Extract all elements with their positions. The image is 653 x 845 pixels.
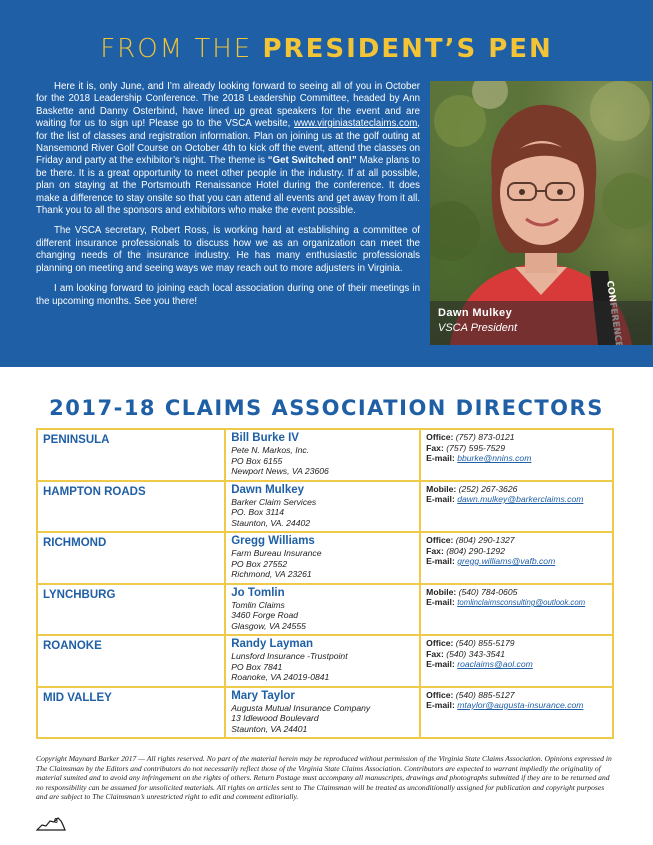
letter-text: , for the list of classes and registration information. Plan on joining us at the golf outing at Nansemond River Golf Course on October 4th to kick off the event, attend the classes on Friday and party at the exhibitor’s night. The theme is bbox=[36, 118, 420, 167]
phone-line bbox=[426, 690, 607, 701]
virginia-state-icon bbox=[36, 815, 66, 833]
email-label: E-mail: bbox=[426, 597, 455, 607]
email-link[interactable]: dawn.mulkey@barkerclaims.com bbox=[457, 494, 584, 504]
contact-label: Fax: bbox=[426, 442, 444, 453]
director-name: Bill Burke IV bbox=[231, 432, 299, 444]
email-line bbox=[426, 453, 607, 464]
page-title bbox=[0, 34, 653, 64]
letter-paragraph-2: The VSCA secretary, Robert Ross, is working hard at establishing a committee of different insurance professionals to discuss how we as an organization can meet the changing needs of the insurance industry. He has many enthusiastic professionals planning on meeting and seeing ways we may reach out to more adjusters in Virginia. bbox=[36, 225, 420, 274]
address-line: PO. Box 3114 bbox=[231, 507, 285, 517]
email-link[interactable]: bburke@nnins.com bbox=[457, 453, 532, 463]
phone-line bbox=[426, 443, 607, 454]
address-line: Farm Bureau Insurance bbox=[231, 548, 322, 558]
email-label: E-mail: bbox=[426, 556, 455, 566]
phone-line bbox=[426, 546, 607, 557]
photo-caption bbox=[430, 301, 652, 345]
director-row bbox=[37, 687, 613, 739]
director-info bbox=[225, 532, 420, 584]
email-line bbox=[426, 700, 607, 711]
phone-line bbox=[426, 587, 607, 598]
director-row bbox=[37, 532, 613, 584]
director-name: Gregg Williams bbox=[231, 535, 315, 547]
directors-table bbox=[36, 428, 614, 739]
director-name: Dawn Mulkey bbox=[231, 483, 305, 496]
email-label: E-mail: bbox=[426, 453, 455, 463]
directors-title-year: 2017-18 bbox=[49, 396, 165, 420]
phone-line bbox=[426, 432, 607, 443]
region-name: ROANOKE bbox=[37, 635, 225, 687]
copyright-notice: Copyright Maynard Barker 2017 — All rights reserved. No part of the material herein may be reproduced without permission of the Virginia State Claims Association. Opinions expressed in The Claimsman by the Editors and contributors do not necessarily reflect those of the Virginia State Claims Association. Contributors are expected to warrant impliedly the originality of material sumited and to avoid any infringement on the rights of others. Return Postage must accompany all manuscripts, drawings and photographs submitted if they are to be returned and no responsibility can be assumed for unsolicited materials. All rights on articles sent to The Claimsman will be treated as unconditionally assigned for publication and copyright purposes and are subject to The Claimsman’s unrestricted right to edit and comment editorially. bbox=[36, 754, 612, 802]
phone-line bbox=[426, 638, 607, 649]
address-line: Richmond, VA 23261 bbox=[231, 569, 312, 579]
contact-info bbox=[420, 532, 613, 584]
contact-label: Fax: bbox=[426, 648, 444, 659]
phone-number: (804) 290-1327 bbox=[455, 535, 515, 545]
director-row bbox=[37, 429, 613, 481]
contact-info bbox=[420, 481, 613, 533]
director-info bbox=[225, 584, 420, 636]
contact-info bbox=[420, 687, 613, 739]
directors-title bbox=[0, 396, 653, 420]
title-bold-part: PRESIDENT’S PEN bbox=[262, 34, 553, 64]
director-info bbox=[225, 481, 420, 533]
director-info bbox=[225, 429, 420, 481]
page-number: 6 bbox=[54, 818, 58, 825]
email-link[interactable]: roaclaims@aol.com bbox=[457, 659, 533, 669]
title-light-part: FROM THE bbox=[100, 34, 263, 64]
phone-number: (540) 784-0605 bbox=[458, 586, 518, 597]
address-line: Pete N. Markos, Inc. bbox=[231, 445, 310, 455]
email-line bbox=[426, 659, 607, 670]
president-role: VSCA President bbox=[438, 322, 518, 334]
region-name: LYNCHBURG bbox=[37, 584, 225, 636]
director-row bbox=[37, 481, 613, 533]
address-line: PO Box 7841 bbox=[231, 661, 283, 672]
address-line: Augusta Mutual Insurance Company bbox=[231, 702, 371, 713]
contact-label: Office: bbox=[426, 689, 454, 700]
address-line: Roanoke, VA 24019-0841 bbox=[231, 672, 330, 682]
contact-label: Office: bbox=[426, 535, 454, 545]
contact-info bbox=[420, 635, 613, 687]
phone-number: (252) 267-3626 bbox=[458, 483, 518, 494]
email-label: E-mail: bbox=[426, 659, 455, 669]
phone-number: (540) 885-5127 bbox=[455, 689, 515, 700]
directors-title-bold: CLAIMS ASSOCIATION DIRECTORS bbox=[164, 396, 604, 420]
address-line: Tomlin Claims bbox=[231, 599, 285, 610]
address-line: Barker Claim Services bbox=[231, 496, 317, 507]
letter-paragraph-1 bbox=[36, 81, 420, 217]
phone-number: (757) 873-0121 bbox=[455, 432, 515, 442]
director-name: Mary Taylor bbox=[231, 689, 295, 702]
region-name: PENINSULA bbox=[37, 429, 225, 481]
contact-label: Fax: bbox=[426, 545, 444, 556]
director-info bbox=[225, 687, 420, 739]
director-row bbox=[37, 584, 613, 636]
phone-line bbox=[426, 535, 607, 546]
letter-paragraph-3: I am looking forward to joining each local association during one of their meetings in the upcoming months. See you there! bbox=[36, 283, 420, 307]
email-label: E-mail: bbox=[426, 700, 455, 710]
address-line: PO Box 6155 bbox=[231, 455, 283, 466]
president-photo bbox=[430, 81, 652, 345]
email-line bbox=[426, 597, 607, 609]
letter-text: Here it is, only June, and I’m already looking forward to seeing all of you in October for the 2018 Leadership Conference. The 2018 Leadership Committee, headed by Ann Baskette and Danny Osterbind, have lined up great speakers for the event and are waiting for us to sign up! Please go to the VSCA website, bbox=[36, 81, 420, 130]
contact-label: Mobile: bbox=[426, 483, 457, 494]
address-line: Staunton, VA. 24402 bbox=[231, 517, 311, 528]
director-name: Jo Tomlin bbox=[231, 586, 285, 599]
address-line: Lunsford Insurance -Trustpoint bbox=[231, 651, 348, 661]
region-name: HAMPTON ROADS bbox=[37, 481, 225, 533]
directors-table-body bbox=[37, 429, 613, 738]
president-name: Dawn Mulkey bbox=[438, 307, 513, 319]
address-line: PO Box 27552 bbox=[231, 558, 288, 569]
email-link[interactable]: mtaylor@augusta-insurance.com bbox=[457, 700, 584, 710]
address-line: Staunton, VA 24401 bbox=[231, 723, 308, 734]
director-row bbox=[37, 635, 613, 687]
event-theme: “Get Switched on!” bbox=[267, 155, 357, 167]
region-name: RICHMOND bbox=[37, 532, 225, 584]
contact-info bbox=[420, 584, 613, 636]
letter-text: Make plans to be there. It is a great opportunity to meet other people in the industry. If at all possible, plan on staying at the Portsmouth Renaissance Hotel during the conference. It does make a difference to stay onsite so that you can attend all events and get away from it all. Thank you to all the sponsors and exhibitors who make the event possible. bbox=[36, 155, 420, 217]
contact-label: Mobile: bbox=[426, 586, 457, 597]
address-line: Newport News, VA 23606 bbox=[231, 466, 329, 476]
address-line: Glasgow, VA 24555 bbox=[231, 620, 306, 631]
contact-info bbox=[420, 429, 613, 481]
email-link[interactable]: gregg.williams@vafb.com bbox=[457, 556, 556, 566]
contact-label: Office: bbox=[426, 638, 454, 648]
address-line: 3460 Forge Road bbox=[231, 610, 299, 620]
email-line bbox=[426, 494, 607, 505]
region-name: MID VALLEY bbox=[37, 687, 225, 739]
email-link[interactable]: tomlinclaimsconsulting@outlook.com bbox=[457, 598, 586, 607]
phone-line bbox=[426, 649, 607, 660]
phone-number: (804) 290-1292 bbox=[446, 545, 505, 556]
email-label: E-mail: bbox=[426, 494, 455, 504]
address-line: 13 Idlewood Boulevard bbox=[231, 713, 319, 723]
email-line bbox=[426, 556, 607, 567]
vsca-website-link[interactable]: www.virginiastateclaims.com bbox=[294, 118, 418, 130]
director-info bbox=[225, 635, 420, 687]
phone-number: (540) 343-3541 bbox=[446, 648, 505, 659]
contact-label: Office: bbox=[426, 432, 454, 442]
phone-line bbox=[426, 484, 607, 495]
president-letter bbox=[36, 81, 420, 316]
page-number-mark bbox=[36, 815, 66, 833]
phone-number: (540) 855-5179 bbox=[455, 638, 515, 648]
director-name: Randy Layman bbox=[231, 638, 314, 650]
phone-number: (757) 595-7529 bbox=[446, 442, 505, 453]
